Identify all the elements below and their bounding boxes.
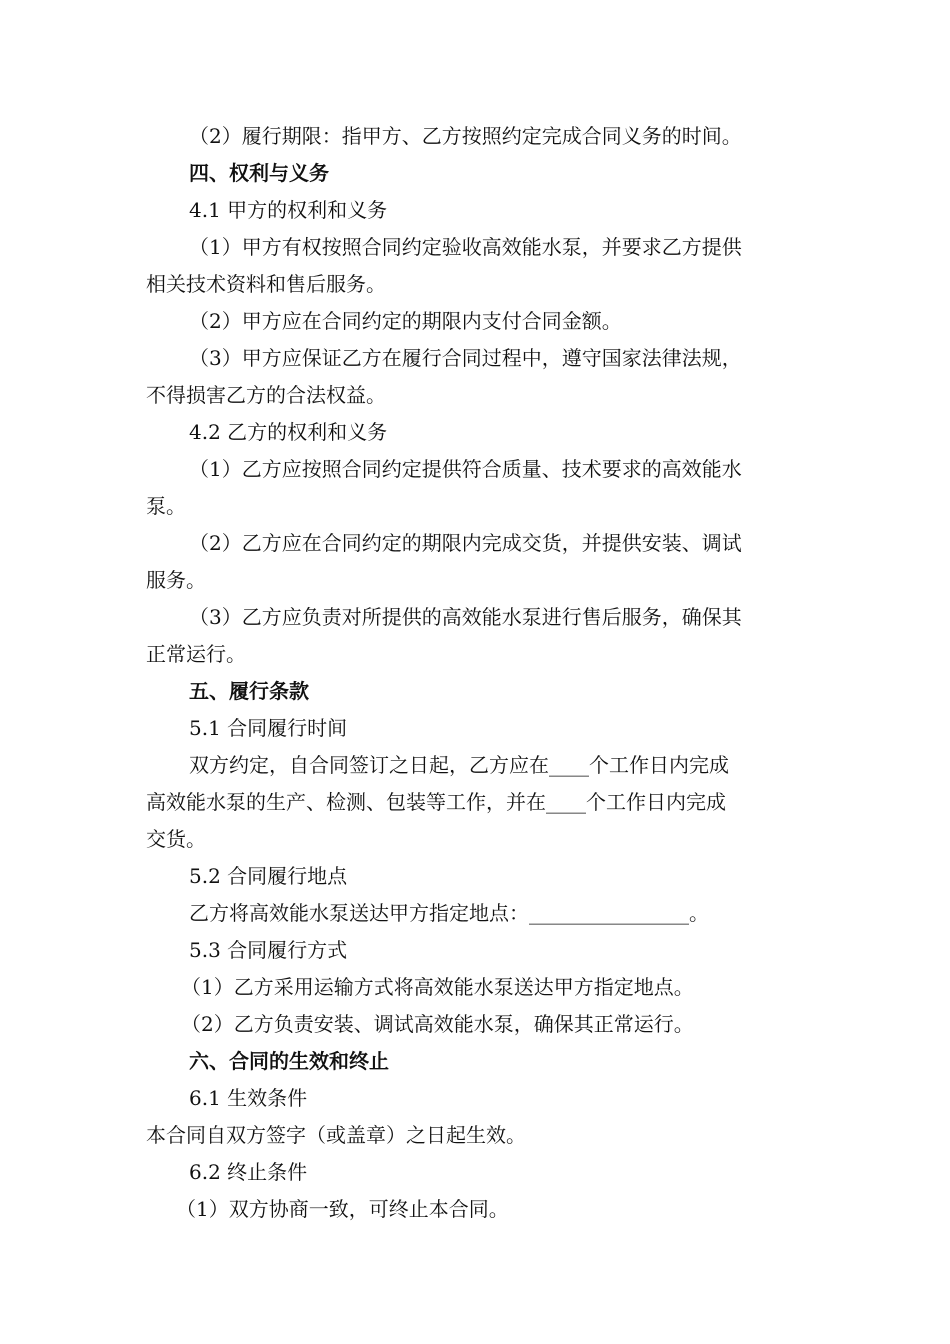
subsection-title: 5.3 合同履行方式 [189, 938, 348, 962]
clause-text: （1）甲方有权按照合同约定验收高效能水泵，并要求乙方提供 [189, 235, 742, 259]
subsection-title: 5.2 合同履行地点 [189, 864, 348, 888]
clause-text: （2）履行期限：指甲方、乙方按照约定完成合同义务的时间。 [189, 124, 742, 148]
clause-text-continued: 正常运行。 [146, 642, 246, 666]
clause-text-continued: 交货。 [146, 827, 206, 851]
document-body [146, 118, 810, 1228]
clause-text: （3）甲方应保证乙方在履行合同过程中，遵守国家法律法规， [189, 346, 742, 370]
clause-text: （2）乙方应在合同约定的期限内完成交货，并提供安装、调试 [189, 531, 742, 555]
clause-text: （2）甲方应在合同约定的期限内支付合同金额。 [189, 309, 622, 333]
clause-text-continued: 不得损害乙方的合法权益。 [146, 383, 386, 407]
subsection-title: 5.1 合同履行时间 [189, 716, 348, 740]
clause-text: 双方约定，自合同签订之日起，乙方应在____个工作日内完成 [189, 753, 729, 777]
clause-text-continued: 相关技术资料和售后服务。 [146, 272, 386, 296]
section-heading: 五、履行条款 [189, 679, 309, 703]
clause-text: （3）乙方应负责对所提供的高效能水泵进行售后服务，确保其 [189, 605, 742, 629]
section-heading: 六、合同的生效和终止 [189, 1049, 389, 1073]
section-heading: 四、权利与义务 [189, 161, 329, 185]
subsection-title: 6.2 终止条件 [189, 1160, 308, 1184]
clause-text-continued: 服务。 [146, 568, 206, 592]
clause-text-continued: 高效能水泵的生产、检测、包装等工作，并在____个工作日内完成 [146, 790, 726, 814]
subsection-title: 4.2 乙方的权利和义务 [189, 420, 388, 444]
clause-text-continued: 泵。 [146, 494, 186, 518]
clause-text: 本合同自双方签字（或盖章）之日起生效。 [146, 1123, 526, 1147]
clause-text: （2）乙方负责安装、调试高效能水泵，确保其正常运行。 [181, 1012, 694, 1036]
clause-text: （1）乙方应按照合同约定提供符合质量、技术要求的高效能水 [189, 457, 742, 481]
clause-text: 乙方将高效能水泵送达甲方指定地点：________________。 [189, 901, 709, 925]
clause-text: （1）双方协商一致，可终止本合同。 [176, 1197, 509, 1221]
clause-text: （1）乙方采用运输方式将高效能水泵送达甲方指定地点。 [181, 975, 694, 999]
subsection-title: 4.1 甲方的权利和义务 [189, 198, 388, 222]
subsection-title: 6.1 生效条件 [189, 1086, 308, 1110]
